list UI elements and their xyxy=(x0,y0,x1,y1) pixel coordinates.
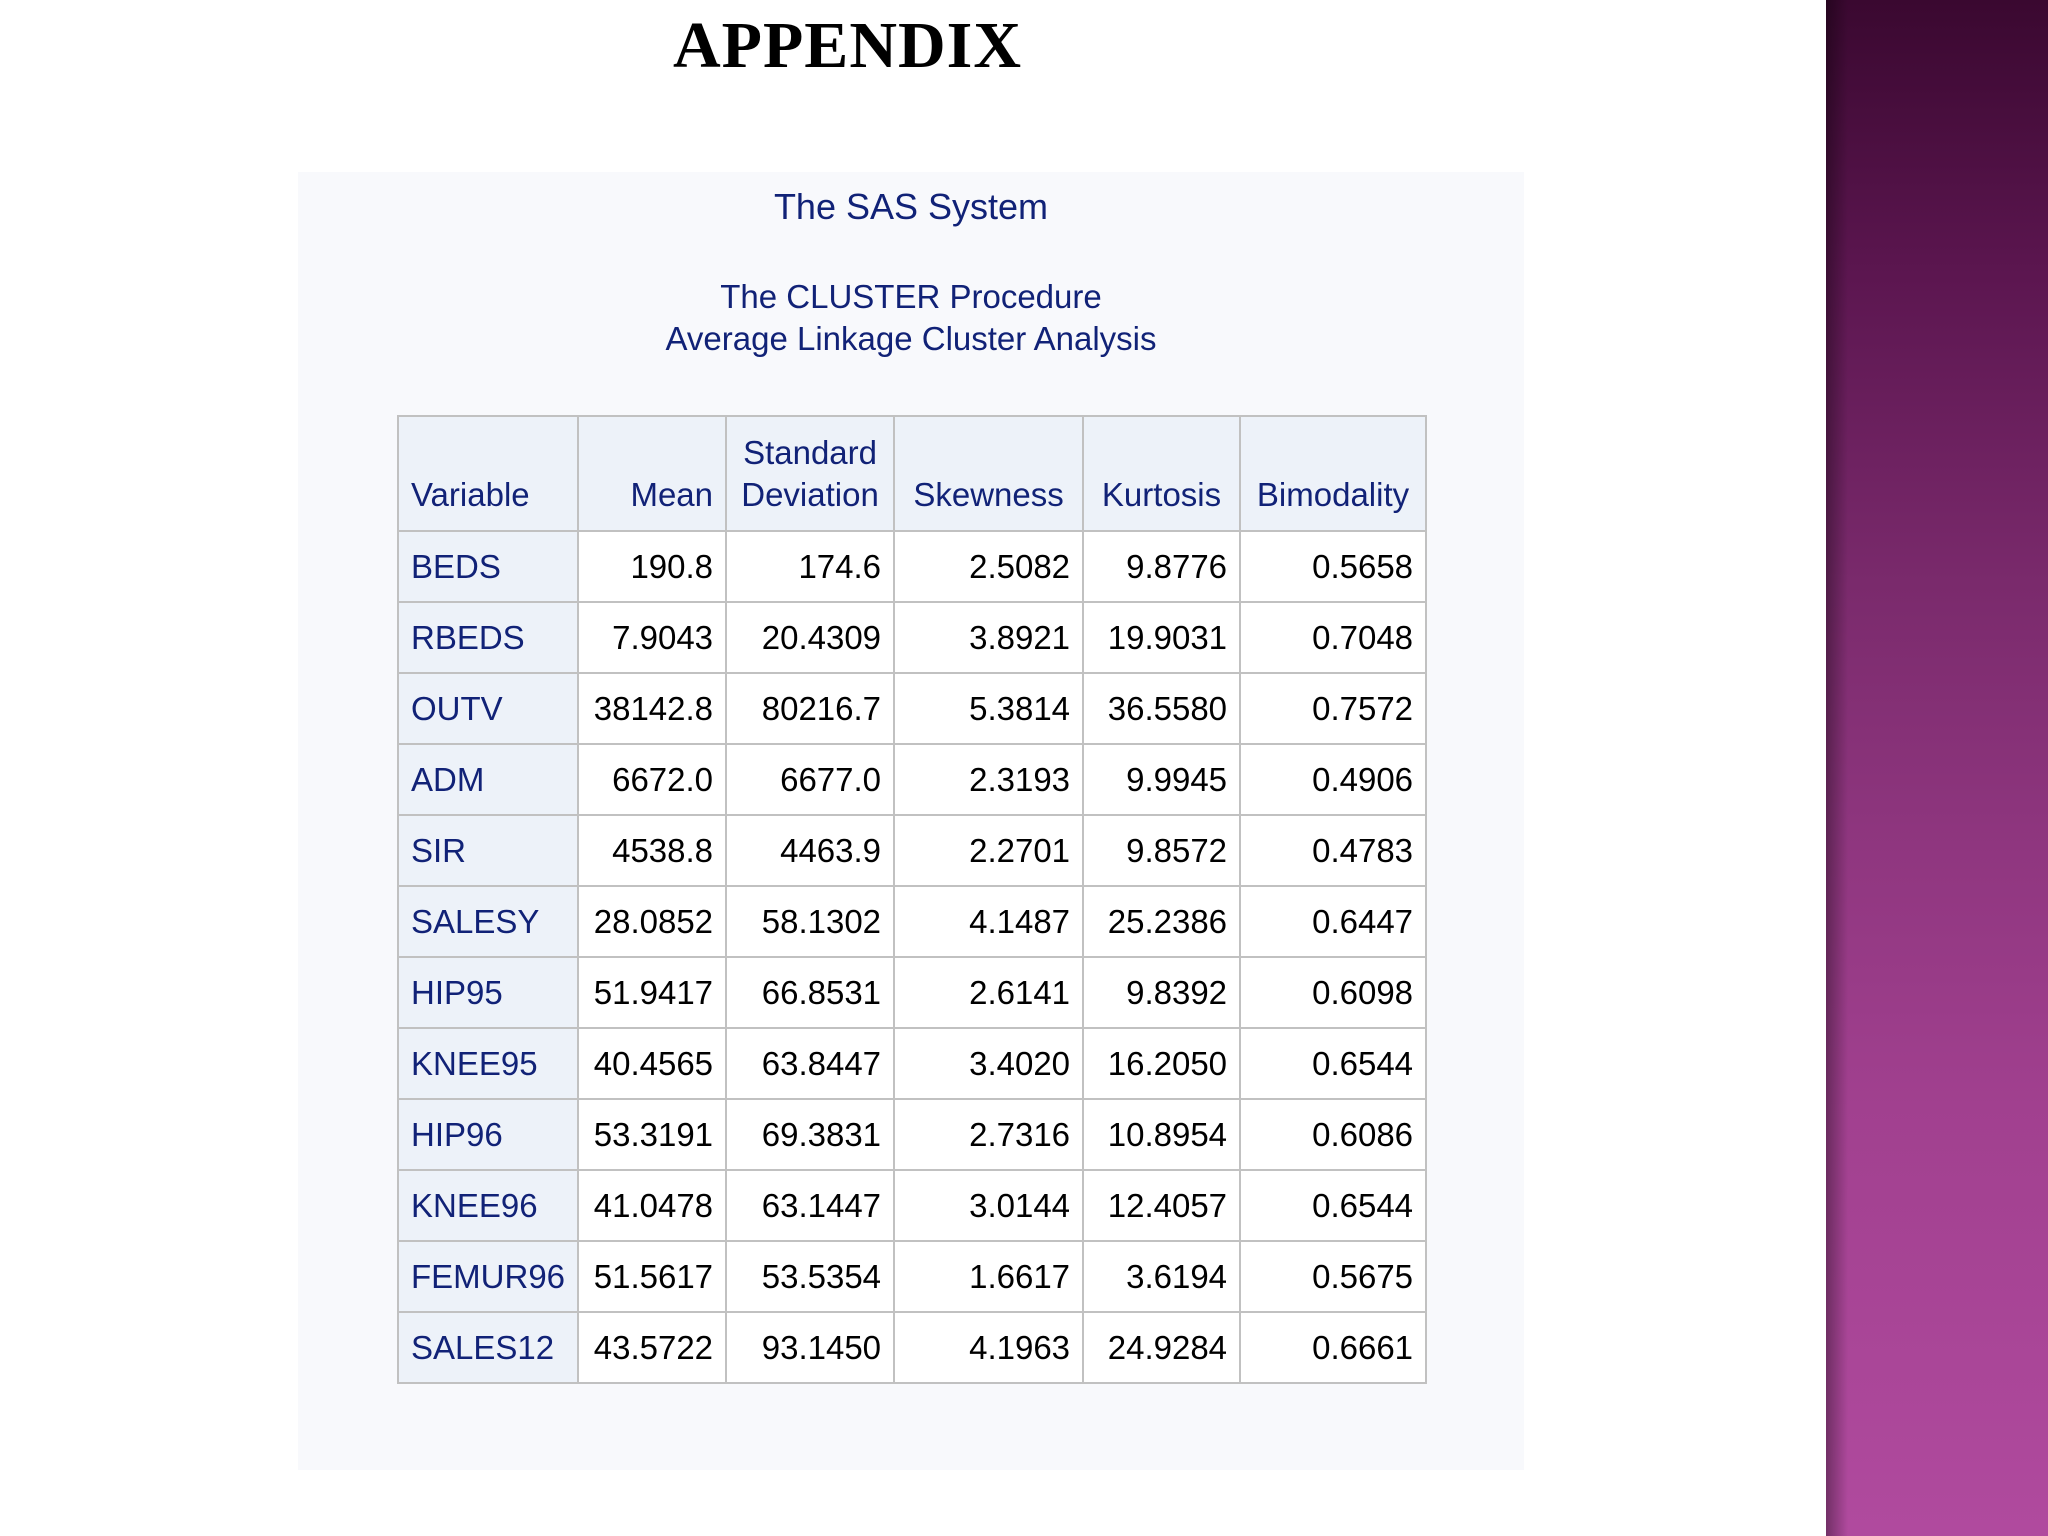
cell-skewness: 3.4020 xyxy=(894,1028,1083,1099)
cell-std: 174.6 xyxy=(726,531,894,602)
cell-std: 53.5354 xyxy=(726,1241,894,1312)
cell-mean: 51.9417 xyxy=(578,957,726,1028)
row-variable: HIP95 xyxy=(398,957,578,1028)
header-standard-deviation: Standard Deviation xyxy=(726,416,894,531)
cell-bimodality: 0.6661 xyxy=(1240,1312,1426,1383)
cell-kurtosis: 9.8392 xyxy=(1083,957,1240,1028)
table-row xyxy=(398,1241,1426,1312)
cell-kurtosis: 10.8954 xyxy=(1083,1099,1240,1170)
cell-kurtosis: 3.6194 xyxy=(1083,1241,1240,1312)
row-variable: OUTV xyxy=(398,673,578,744)
cell-bimodality: 0.7572 xyxy=(1240,673,1426,744)
cell-std: 63.1447 xyxy=(726,1170,894,1241)
header-skewness: Skewness xyxy=(894,416,1083,531)
cell-mean: 51.5617 xyxy=(578,1241,726,1312)
cell-skewness: 1.6617 xyxy=(894,1241,1083,1312)
table-row xyxy=(398,602,1426,673)
cell-kurtosis: 9.8572 xyxy=(1083,815,1240,886)
cell-skewness: 4.1487 xyxy=(894,886,1083,957)
row-variable: HIP96 xyxy=(398,1099,578,1170)
analysis-title: Average Linkage Cluster Analysis xyxy=(665,320,1157,357)
table-row xyxy=(398,1170,1426,1241)
row-variable: SALES12 xyxy=(398,1312,578,1383)
cell-skewness: 2.3193 xyxy=(894,744,1083,815)
cell-skewness: 3.0144 xyxy=(894,1170,1083,1241)
decorative-side-band xyxy=(1826,0,2048,1536)
procedure-title: The CLUSTER Procedure xyxy=(720,278,1102,315)
table-row xyxy=(398,1028,1426,1099)
cell-skewness: 2.7316 xyxy=(894,1099,1083,1170)
procedure-heading xyxy=(298,276,1524,360)
row-variable: SIR xyxy=(398,815,578,886)
cell-skewness: 4.1963 xyxy=(894,1312,1083,1383)
cell-bimodality: 0.6544 xyxy=(1240,1170,1426,1241)
cell-kurtosis: 12.4057 xyxy=(1083,1170,1240,1241)
cluster-statistics-table xyxy=(397,415,1427,1384)
table-row xyxy=(398,531,1426,602)
cell-mean: 28.0852 xyxy=(578,886,726,957)
cell-kurtosis: 9.8776 xyxy=(1083,531,1240,602)
cell-std: 20.4309 xyxy=(726,602,894,673)
cell-kurtosis: 24.9284 xyxy=(1083,1312,1240,1383)
cell-bimodality: 0.6544 xyxy=(1240,1028,1426,1099)
cell-skewness: 3.8921 xyxy=(894,602,1083,673)
table-row xyxy=(398,815,1426,886)
cell-bimodality: 0.4783 xyxy=(1240,815,1426,886)
table-header-row xyxy=(398,416,1426,531)
row-variable: KNEE95 xyxy=(398,1028,578,1099)
sas-output-panel xyxy=(298,172,1524,1470)
row-variable: ADM xyxy=(398,744,578,815)
cell-kurtosis: 16.2050 xyxy=(1083,1028,1240,1099)
table-row xyxy=(398,957,1426,1028)
cell-mean: 53.3191 xyxy=(578,1099,726,1170)
cell-kurtosis: 19.9031 xyxy=(1083,602,1240,673)
cell-skewness: 2.5082 xyxy=(894,531,1083,602)
cell-skewness: 2.2701 xyxy=(894,815,1083,886)
row-variable: SALESY xyxy=(398,886,578,957)
header-bimodality: Bimodality xyxy=(1240,416,1426,531)
cell-std: 93.1450 xyxy=(726,1312,894,1383)
table-row xyxy=(398,886,1426,957)
cell-kurtosis: 25.2386 xyxy=(1083,886,1240,957)
sas-system-title: The SAS System xyxy=(773,186,1049,227)
cell-mean: 40.4565 xyxy=(578,1028,726,1099)
table-row xyxy=(398,744,1426,815)
cell-mean: 4538.8 xyxy=(578,815,726,886)
cell-mean: 38142.8 xyxy=(578,673,726,744)
table-row xyxy=(398,1099,1426,1170)
table-row xyxy=(398,1312,1426,1383)
cell-mean: 190.8 xyxy=(578,531,726,602)
cell-bimodality: 0.7048 xyxy=(1240,602,1426,673)
cell-bimodality: 0.6086 xyxy=(1240,1099,1426,1170)
cell-std: 69.3831 xyxy=(726,1099,894,1170)
cell-std: 66.8531 xyxy=(726,957,894,1028)
cell-kurtosis: 9.9945 xyxy=(1083,744,1240,815)
cell-std: 4463.9 xyxy=(726,815,894,886)
cell-skewness: 2.6141 xyxy=(894,957,1083,1028)
row-variable: RBEDS xyxy=(398,602,578,673)
cell-mean: 7.9043 xyxy=(578,602,726,673)
cell-std: 6677.0 xyxy=(726,744,894,815)
header-kurtosis: Kurtosis xyxy=(1083,416,1240,531)
cell-bimodality: 0.5658 xyxy=(1240,531,1426,602)
row-variable: BEDS xyxy=(398,531,578,602)
cell-std: 58.1302 xyxy=(726,886,894,957)
header-variable: Variable xyxy=(398,416,578,531)
cell-mean: 41.0478 xyxy=(578,1170,726,1241)
cell-std: 80216.7 xyxy=(726,673,894,744)
cell-bimodality: 0.5675 xyxy=(1240,1241,1426,1312)
cell-mean: 43.5722 xyxy=(578,1312,726,1383)
row-variable: KNEE96 xyxy=(398,1170,578,1241)
cell-kurtosis: 36.5580 xyxy=(1083,673,1240,744)
slide-title: APPENDIX xyxy=(673,9,1022,82)
table-row xyxy=(398,673,1426,744)
header-mean: Mean xyxy=(578,416,726,531)
cell-skewness: 5.3814 xyxy=(894,673,1083,744)
cell-bimodality: 0.4906 xyxy=(1240,744,1426,815)
cell-std: 63.8447 xyxy=(726,1028,894,1099)
cell-bimodality: 0.6447 xyxy=(1240,886,1426,957)
row-variable: FEMUR96 xyxy=(398,1241,578,1312)
cell-bimodality: 0.6098 xyxy=(1240,957,1426,1028)
cell-mean: 6672.0 xyxy=(578,744,726,815)
